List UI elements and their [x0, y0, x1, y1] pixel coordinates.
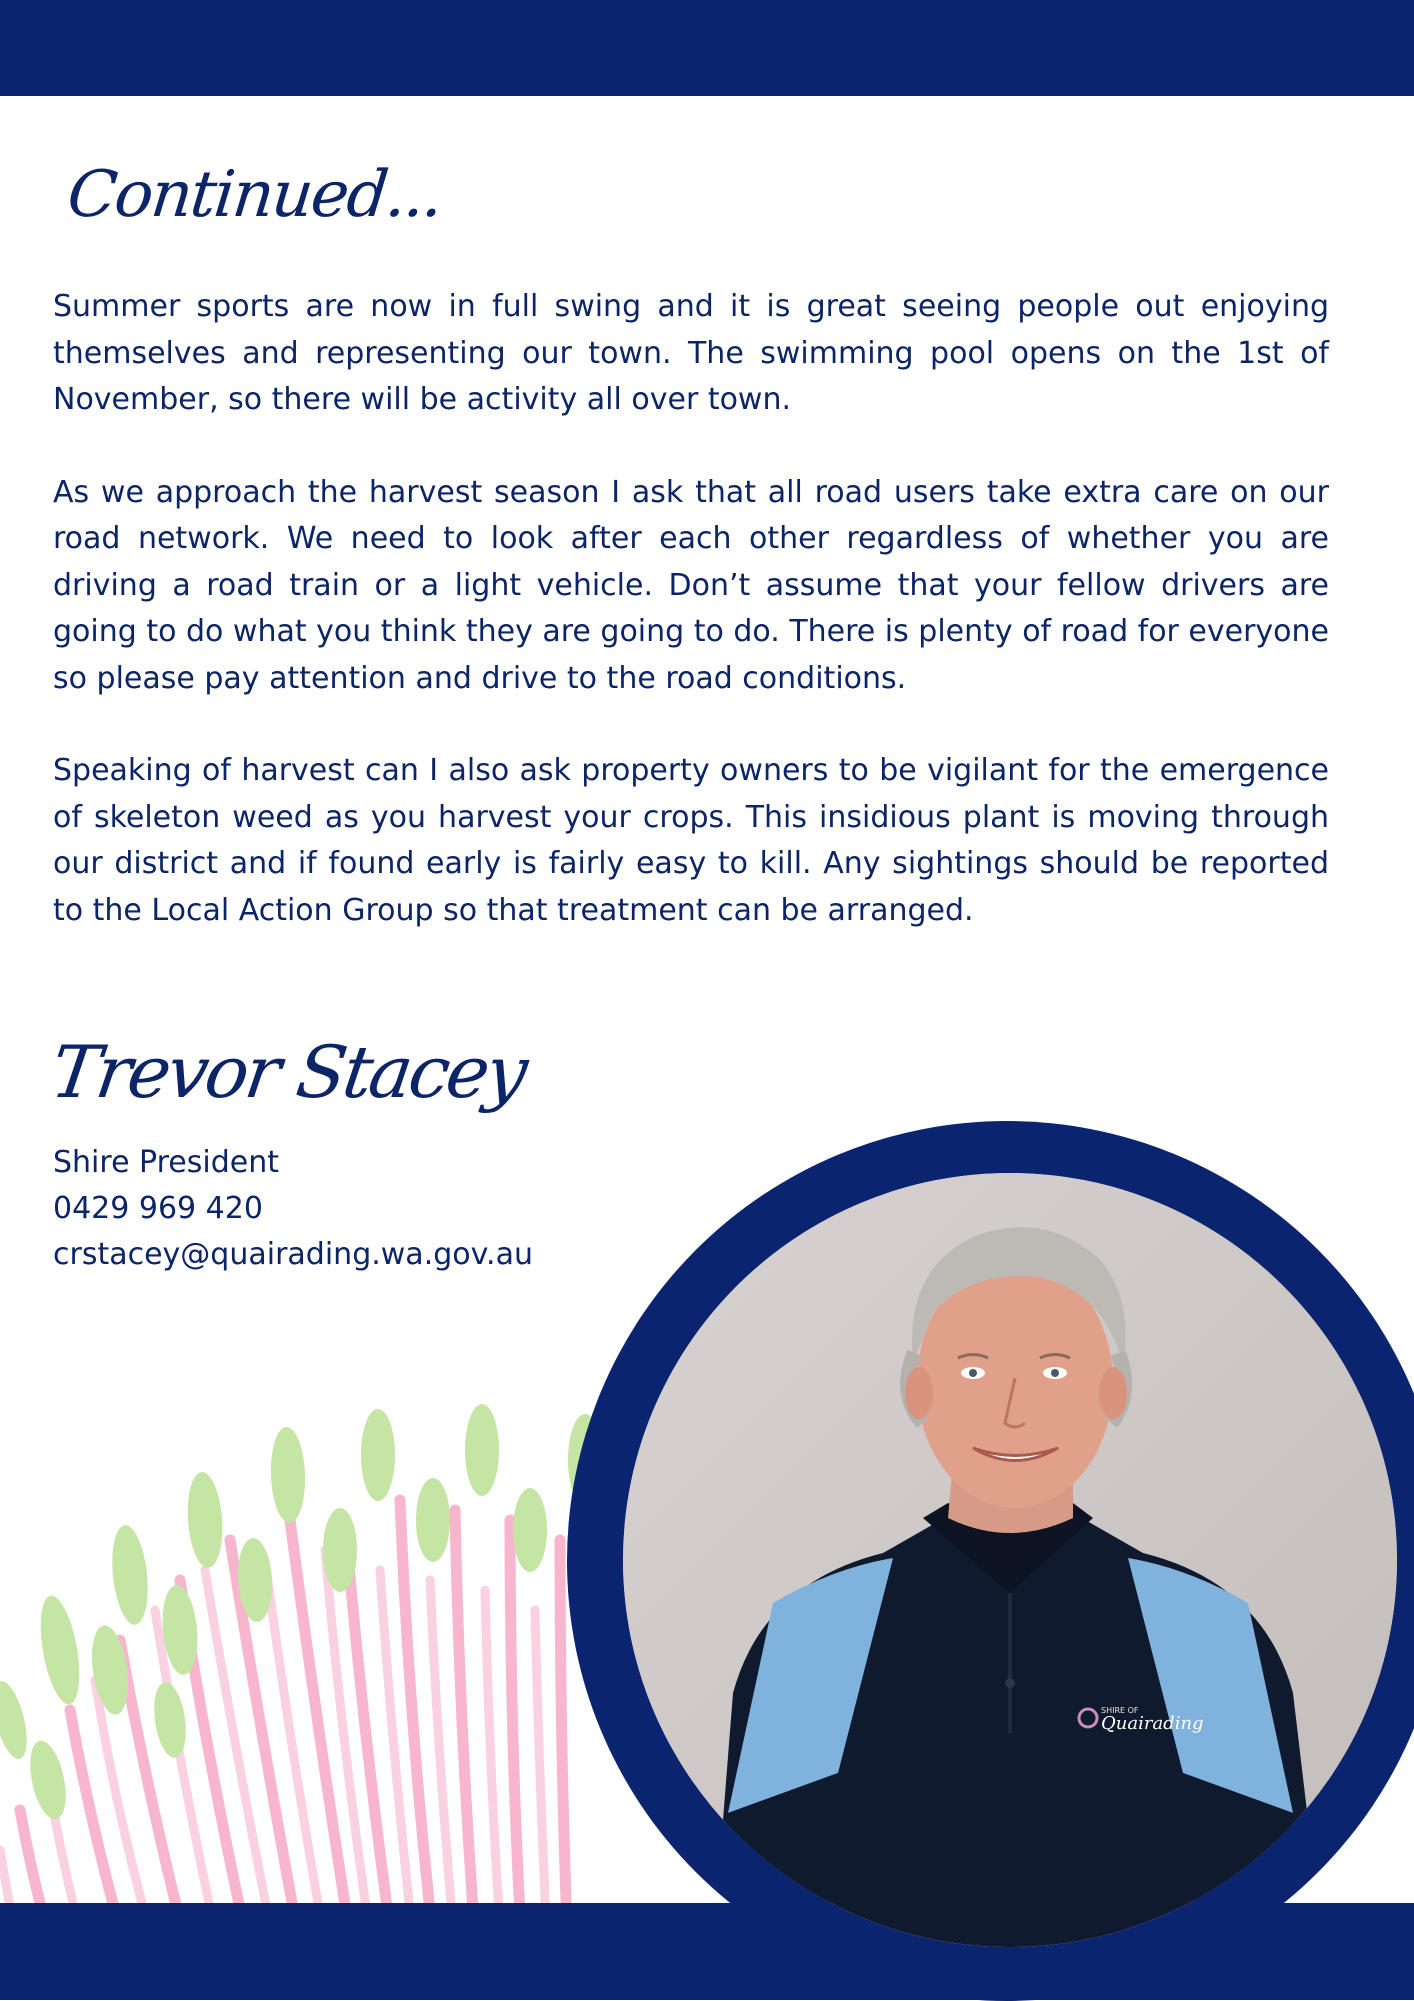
contact-phone: 0429 969 420 [53, 1191, 263, 1226]
portrait-frame [567, 1121, 1414, 2001]
portrait-photo [623, 1173, 1397, 1947]
paragraph-road-safety: As we approach the harvest season I ask that all road users take extra care on our road network. We need to look after each other regardless of whether you are driving a road train or a light vehicle. Don’t assume that your fellow drivers are going to do what you think they are going to do. There is plenty of road for everyone so please pay attention and drive to the road conditions. [53, 474, 1330, 696]
signature: Trevor Stacey [46, 1030, 531, 1114]
page-heading: Continued... [64, 158, 446, 232]
portrait-illustration [623, 1173, 1397, 1947]
letter-body [53, 284, 1329, 980]
contact-email: crstacey@quairading.wa.gov.au [53, 1237, 533, 1272]
paragraph-skeleton-weed: Speaking of harvest can I also ask property owners to be vigilant for the emergence of skeleton weed as you harvest your crops. This insidious plant is moving through our district and if found early is fairly easy to kill. Any sightings should be reported to the Local Action Group so that treatment can be arranged. [53, 753, 1329, 928]
contact-block [53, 1140, 533, 1278]
contact-role: Shire President [53, 1145, 279, 1180]
top-banner [0, 0, 1414, 96]
shirt-logo-small: SHIRE OF [1101, 1706, 1139, 1715]
shirt-logo: Quairading [1101, 1713, 1204, 1734]
paragraph-sports: Summer sports are now in full swing and it is great seeing people out enjoying themselves and representing our town. The swimming pool opens on the 1st of November, so there will be activity all over town. [53, 289, 1329, 417]
